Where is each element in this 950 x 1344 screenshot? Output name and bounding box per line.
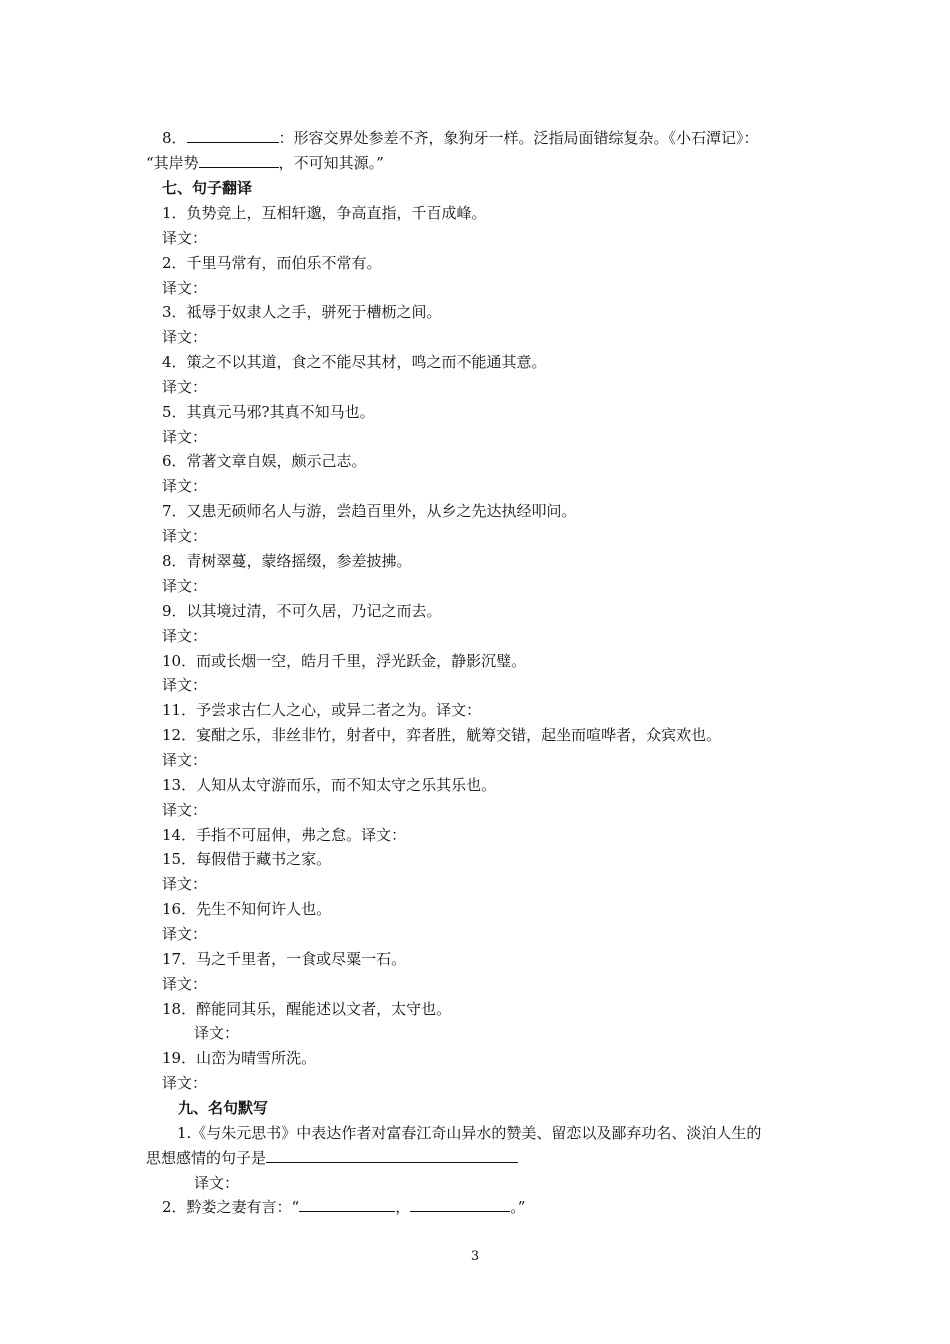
translation-label: 译文：	[162, 975, 208, 993]
item-8-line-2	[146, 153, 384, 173]
translation-label: 译文：	[194, 1174, 240, 1192]
sentence: 4．策之不以其道，食之不能尽其材，鸣之而不能通其意。	[162, 353, 547, 371]
translation-label: 译文：	[162, 751, 208, 769]
answer-blank[interactable]	[299, 1197, 395, 1212]
question-line	[146, 1148, 518, 1168]
translation-label: 译文：	[162, 428, 208, 446]
translation-label: 译文：	[162, 279, 208, 297]
translation-label: 译文：	[162, 925, 208, 943]
translation-label: 译文：	[162, 801, 208, 819]
sentence: 9．以其境过清，不可久居，乃记之而去。	[162, 602, 442, 620]
sentence: 2．千里马常有，而伯乐不常有。	[162, 254, 382, 272]
translation-label: 译文：	[162, 577, 208, 595]
translation-label: 译文：	[162, 229, 208, 247]
sentence: 12．宴酣之乐，非丝非竹，射者中，弈者胜，觥筹交错，起坐而喧哗者，众宾欢也。	[162, 726, 722, 744]
sentence: 17．马之千里者，一食或尽粟一石。	[162, 950, 407, 968]
sentence: 18．醉能同其乐，醒能述以文者，太守也。	[162, 1000, 452, 1018]
sentence: 7．又患无硕师名人与游，尝趋百里外，从乡之先达执经叩问。	[162, 502, 577, 520]
answer-blank[interactable]	[410, 1197, 510, 1212]
sentence: 16．先生不知何许人也。	[162, 900, 332, 918]
sentence: 6．常著文章自娱，颇示己志。	[162, 452, 367, 470]
sentence: 3．祗辱于奴隶人之手，骈死于槽枥之间。	[162, 303, 442, 321]
sentence: 19．山峦为晴雪所洗。	[162, 1049, 317, 1067]
question-text: 2．黔娄之妻有言：“	[162, 1198, 300, 1216]
sentence: 10．而或长烟一空，皓月千里，浮光跃金，静影沉璧。	[162, 652, 527, 670]
item-8-quote-end: ，不可知其源。”	[278, 154, 384, 172]
translation-label: 译文：	[162, 378, 208, 396]
answer-blank[interactable]	[199, 153, 279, 168]
section-7-title: 七、句子翻译	[162, 179, 253, 197]
item-8-number: 8．	[162, 129, 187, 147]
question-line: 1.《与朱元思书》中表达作者对富春江奇山异水的赞美、留恋以及鄙弃功名、淡泊人生的	[177, 1124, 762, 1142]
sentence: 13．人知从太守游而乐，而不知太守之乐其乐也。	[162, 776, 497, 794]
translation-label: 译文：	[162, 477, 208, 495]
answer-blank[interactable]	[266, 1148, 518, 1163]
translation-label: 译文：	[162, 328, 208, 346]
translation-label: 译文：	[162, 627, 208, 645]
sentence: 8．青树翠蔓，蒙络摇缀，参差披拂。	[162, 552, 412, 570]
sentence: 1．负势竞上，互相轩邈，争高直指，千百成峰。	[162, 204, 487, 222]
sentence: 15．每假借于藏书之家。	[162, 850, 332, 868]
item-8-line-1	[162, 128, 759, 148]
translation-label: 译文：	[162, 875, 208, 893]
question-separator: ，	[395, 1198, 411, 1216]
translation-label: 译文：	[162, 527, 208, 545]
question-text: 思想感情的句子是	[146, 1149, 267, 1167]
page-number: 3	[470, 1249, 480, 1264]
question-line	[162, 1197, 525, 1217]
question-text-end: 。”	[510, 1198, 526, 1216]
item-8-text: ：形容交界处参差不齐，象狗牙一样。泛指局面错综复杂。《小石潭记》：	[278, 129, 759, 147]
translation-label: 译文：	[194, 1024, 240, 1042]
translation-label: 译文：	[162, 1074, 208, 1092]
sentence: 11．予尝求古仁人之心，或异二者之为。译文：	[162, 701, 482, 719]
sentence: 14．手指不可屈伸，弗之怠。译文：	[162, 826, 407, 844]
answer-blank[interactable]	[187, 128, 279, 143]
item-8-quote-start: “其岸势	[146, 154, 199, 172]
section-9-title: 九、名句默写	[178, 1099, 269, 1117]
sentence: 5．其真元马邪?其真不知马也。	[162, 403, 375, 421]
translation-label: 译文：	[162, 676, 208, 694]
